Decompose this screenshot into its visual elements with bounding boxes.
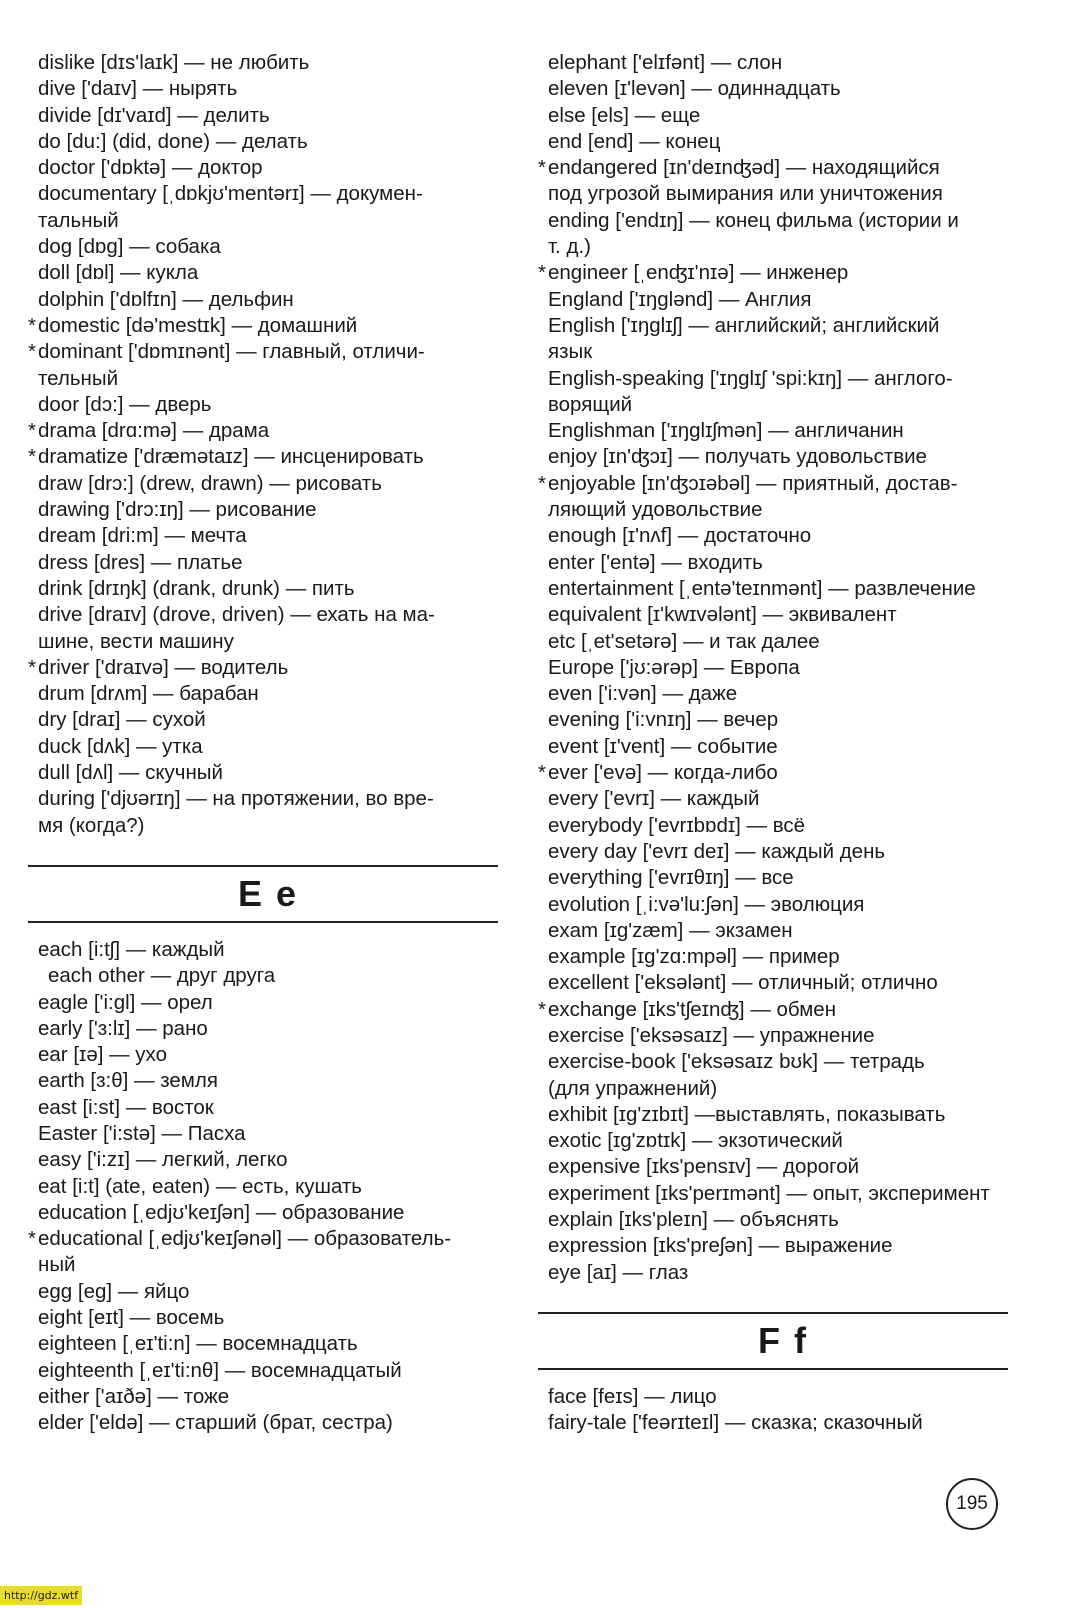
dictionary-entry: [538, 629, 1008, 655]
dictionary-entry: [538, 129, 1008, 155]
entry-text: early ['ɜ:lɪ] — рано: [38, 1016, 208, 1040]
dictionary-entry: [538, 1154, 1008, 1180]
asterisk-marker: *: [538, 471, 546, 495]
dictionary-entry: [28, 497, 498, 523]
dictionary-entry: [538, 970, 1008, 996]
dictionary-entry: [538, 366, 1008, 392]
dictionary-entry: [28, 339, 498, 365]
entry-continuation: [538, 339, 1008, 365]
entry-text: expensive [ɪks'pensɪv] — дорогой: [548, 1155, 860, 1179]
entry-text: east [i:st] — восток: [38, 1095, 214, 1119]
entry-text: мя (когда?): [38, 813, 145, 837]
dictionary-entry: [28, 392, 498, 418]
entry-text: dog [dɒg] — собака: [38, 235, 221, 259]
dictionary-entry: [538, 734, 1008, 760]
entry-text: divide [dɪ'vaɪd] — делить: [38, 103, 270, 127]
entry-continuation: [538, 234, 1008, 260]
dictionary-entry: [28, 50, 498, 76]
asterisk-marker: *: [538, 761, 546, 785]
entry-continuation: [538, 1076, 1008, 1102]
dictionary-entry: [538, 471, 1008, 497]
entry-text: eight [eɪt] — восемь: [38, 1306, 225, 1330]
dictionary-entry: [28, 1121, 498, 1147]
entry-text: face [feɪs] — лицо: [548, 1384, 717, 1408]
entry-text: drum [drʌm] — барабан: [38, 682, 259, 706]
asterisk-marker: *: [538, 261, 546, 285]
entry-continuation: [28, 813, 498, 839]
entry-text: exercise ['eksəsaɪz] — упражнение: [548, 1023, 875, 1047]
entry-text: example [ɪg'zɑ:mpəl] — пример: [548, 945, 840, 969]
entry-text: шине, вести машину: [38, 629, 234, 653]
entry-text: Easter ['i:stə] — Пасха: [38, 1121, 246, 1145]
asterisk-marker: *: [538, 997, 546, 1021]
entry-text: ear [ɪə] — ухо: [38, 1043, 167, 1067]
dictionary-entry: [538, 918, 1008, 944]
entry-continuation: [538, 392, 1008, 418]
entry-text: drive [draɪv] (drove, driven) — ехать на ма-: [38, 603, 435, 627]
entry-text: dolphin ['dɒlfɪn] — дельфин: [38, 287, 294, 311]
entry-continuation: [538, 497, 1008, 523]
entry-text: each other — друг друга: [48, 964, 276, 988]
entry-text: expression [ɪks'preʃən] — выражение: [548, 1234, 893, 1258]
entry-text: England ['ɪŋglənd] — Англия: [548, 287, 812, 311]
dictionary-entry: [538, 997, 1008, 1023]
entry-text: even ['i:vən] — даже: [548, 682, 738, 706]
dictionary-entry: [538, 865, 1008, 891]
dictionary-entry: [538, 813, 1008, 839]
dictionary-entry: [28, 786, 498, 812]
dictionary-entry: [28, 1279, 498, 1305]
asterisk-marker: *: [538, 156, 546, 180]
dictionary-entry: [28, 1095, 498, 1121]
asterisk-marker: *: [28, 445, 36, 469]
entry-text: every ['evrɪ] — каждый: [548, 787, 760, 811]
asterisk-marker: *: [28, 655, 36, 679]
dictionary-entry: [538, 892, 1008, 918]
entry-text: eye [aɪ] — глаз: [548, 1260, 689, 1284]
dictionary-entry: [538, 576, 1008, 602]
entry-text: endangered [ɪn'deɪnʤəd] — находящийся: [548, 156, 940, 180]
entry-text: под угрозой вымирания или уничтожения: [548, 182, 943, 206]
entry-text: duck [dʌk] — утка: [38, 734, 203, 758]
entry-text: everything ['evrɪθɪŋ] — все: [548, 866, 794, 890]
letter-section-header: [28, 865, 498, 923]
dictionary-entry: [28, 1042, 498, 1068]
entry-text: ный: [38, 1253, 76, 1277]
dictionary-entry: [28, 129, 498, 155]
dictionary-entry: [28, 471, 498, 497]
left-column: [28, 50, 498, 1437]
dictionary-entry: [28, 1331, 498, 1357]
dictionary-entry: [538, 1023, 1008, 1049]
dictionary-entry: [28, 1200, 498, 1226]
dictionary-entry: [28, 1384, 498, 1410]
dictionary-entry: [28, 1016, 498, 1042]
entry-text: event [ɪ'vent] — событие: [548, 734, 778, 758]
watermark-link[interactable]: http://gdz.wtf: [0, 1586, 82, 1605]
section-gap: [28, 839, 498, 865]
entry-continuation: [28, 1252, 498, 1278]
entry-text: domestic [də'mestɪk] — домашний: [38, 313, 358, 337]
entry-text: ворящий: [548, 392, 633, 416]
entry-continuation: [28, 208, 498, 234]
dictionary-entry: [28, 234, 498, 260]
dictionary-entry: [28, 1358, 498, 1384]
dictionary-entry: [28, 576, 498, 602]
dictionary-entry: [538, 313, 1008, 339]
entry-text: тальный: [38, 208, 119, 232]
entry-text: doll [dɒl] — кукла: [38, 261, 199, 285]
entry-text: draw [drɔ:] (drew, drawn) — рисовать: [38, 471, 382, 495]
entry-text: fairy-tale ['feərɪteɪl] — сказка; сказочный: [548, 1411, 923, 1435]
dictionary-entry: [538, 839, 1008, 865]
dictionary-entry: [28, 313, 498, 339]
dictionary-entry: [538, 1410, 1008, 1436]
entry-text: dominant ['dɒmɪnənt] — главный, отличи-: [38, 340, 425, 364]
entry-text: eighteenth [ˌeɪ'ti:nθ] — восемнадцатый: [38, 1358, 402, 1382]
entry-text: exchange [ɪks'tʃeɪnʤ] — обмен: [548, 997, 837, 1021]
entry-text: dramatize ['dræmətaɪz] — инсценировать: [38, 445, 424, 469]
dictionary-entry: [538, 944, 1008, 970]
entry-text: eat [i:t] (ate, eaten) — есть, кушать: [38, 1174, 362, 1198]
entry-text: else [els] — еще: [548, 103, 701, 127]
entry-text: doctor ['dɒktə] — доктор: [38, 156, 263, 180]
dictionary-entry: [28, 550, 498, 576]
entry-text: ever ['evə] — когда-либо: [548, 761, 778, 785]
dictionary-entry: [28, 760, 498, 786]
entry-text: English ['ɪŋglɪʃ] — английский; английский: [548, 313, 940, 337]
entry-text: either ['aɪðə] — тоже: [38, 1384, 230, 1408]
entry-text: dive ['daɪv] — нырять: [38, 77, 238, 101]
dictionary-entry: [538, 1102, 1008, 1128]
entry-text: eleven [ɪ'levən] — одиннадцать: [548, 77, 841, 101]
entry-text: English-speaking ['ɪŋglɪʃ 'spi:kɪŋ] — англого-: [548, 366, 953, 390]
entry-text: explain [ɪks'pleɪn] — объяснять: [548, 1208, 839, 1232]
entry-text: everybody ['evrɪbɒdɪ] — всё: [548, 813, 806, 837]
letter-heading: F f: [758, 1319, 808, 1361]
dictionary-entry: [538, 1260, 1008, 1286]
entry-text: evolution [ˌi:və'lu:ʃən] — эволюция: [548, 892, 865, 916]
asterisk-marker: *: [28, 419, 36, 443]
dictionary-entry: [28, 103, 498, 129]
entry-text: exam [ɪg'zæm] — экзамен: [548, 918, 793, 942]
entry-text: enter ['entə] — входить: [548, 550, 763, 574]
entry-text: dry [draɪ] — сухой: [38, 708, 206, 732]
dictionary-entry: [538, 655, 1008, 681]
entry-text: egg [eg] — яйцо: [38, 1279, 190, 1303]
entry-text: excellent ['eksələnt] — отличный; отлично: [548, 971, 938, 995]
entry-text: entertainment [ˌentə'teɪnmənt] — развлечение: [548, 576, 976, 600]
dictionary-entry: [538, 707, 1008, 733]
entry-text: end [end] — конец: [548, 129, 721, 153]
entry-text: evening ['i:vnɪŋ] — вечер: [548, 708, 779, 732]
entry-text: during ['djʊərɪŋ] — на протяжении, во вре-: [38, 787, 434, 811]
entry-continuation: [538, 181, 1008, 207]
entry-text: exotic [ɪg'zɒtɪk] — экзотический: [548, 1129, 843, 1153]
dictionary-entry: [28, 602, 498, 628]
entry-text: exercise-book ['eksəsaɪz bʊk] — тетрадь: [548, 1050, 925, 1074]
page-number: 195: [946, 1478, 998, 1530]
dictionary-entry: [538, 602, 1008, 628]
entry-text: enjoyable [ɪn'ʤɔɪəbəl] — приятный, достав-: [548, 471, 958, 495]
entry-continuation: [28, 629, 498, 655]
entry-text: equivalent [ɪ'kwɪvələnt] — эквивалент: [548, 603, 897, 627]
dictionary-entry: [28, 523, 498, 549]
entry-text: earth [ɜ:θ] — земля: [38, 1069, 218, 1093]
dictionary-entry: [538, 1181, 1008, 1207]
dictionary-entry: [538, 287, 1008, 313]
entry-text: every day ['evrɪ deɪ] — каждый день: [548, 839, 886, 863]
dictionary-entry: [28, 1305, 498, 1331]
entry-text: Englishman ['ɪŋglɪʃmən] — англичанин: [548, 419, 904, 443]
entry-text: each [i:tʃ] — каждый: [38, 937, 225, 961]
dictionary-entry: [538, 1233, 1008, 1259]
entry-text: drawing ['drɔ:ɪŋ] — рисование: [38, 498, 317, 522]
dictionary-entry: [538, 1049, 1008, 1075]
entry-text: dream [dri:m] — мечта: [38, 524, 247, 548]
dictionary-entry: [538, 1128, 1008, 1154]
entry-text: т. д.): [548, 235, 591, 259]
dictionary-entry: [538, 550, 1008, 576]
dictionary-entry: [538, 681, 1008, 707]
entry-text: elder ['eldə] — старший (брат, сестра): [38, 1411, 393, 1435]
dictionary-entry: [28, 707, 498, 733]
dictionary-entry: [538, 760, 1008, 786]
entry-text: driver ['draɪvə] — водитель: [38, 655, 289, 679]
dictionary-entry: [28, 734, 498, 760]
entry-text: dull [dʌl] — скучный: [38, 761, 223, 785]
dictionary-entry: [28, 1226, 498, 1252]
dictionary-entry: [28, 76, 498, 102]
dictionary-entry: [538, 786, 1008, 812]
entry-text: тельный: [38, 366, 119, 390]
dictionary-entry: [28, 1174, 498, 1200]
entry-text: door [dɔ:] — дверь: [38, 392, 212, 416]
entry-text: eagle ['i:gl] — орел: [38, 990, 213, 1014]
entry-text: elephant ['elɪfənt] — слон: [548, 51, 783, 74]
dictionary-entry: [538, 523, 1008, 549]
dictionary-entry: [28, 1410, 498, 1436]
entry-text: education [ˌedjʊ'keɪʃən] — образование: [38, 1200, 405, 1224]
entry-text: enjoy [ɪn'ʤɔɪ] — получать удовольствие: [548, 445, 927, 469]
dictionary-entry: [28, 681, 498, 707]
asterisk-marker: *: [28, 340, 36, 364]
entry-text: ending ['endɪŋ] — конец фильма (истории и: [548, 208, 959, 232]
dictionary-entry: [28, 181, 498, 207]
entry-text: drama [drɑ:mə] — драма: [38, 419, 270, 443]
entry-text: educational [ˌedjʊ'keɪʃənəl] — образователь-: [38, 1227, 452, 1251]
dictionary-entry: [538, 155, 1008, 181]
entry-text: enough [ɪ'nʌf] — достаточно: [548, 524, 812, 548]
entry-text: (для упражнений): [548, 1076, 718, 1100]
entry-text: drink [drɪŋk] (drank, drunk) — пить: [38, 576, 355, 600]
entry-text: documentary [ˌdɒkjʊ'mentərɪ] — докумен-: [38, 182, 423, 206]
section-gap: [538, 1286, 1008, 1312]
entry-text: eighteen [ˌeɪ'ti:n] — восемнадцать: [38, 1332, 358, 1356]
dictionary-entry: [28, 1068, 498, 1094]
entry-text: easy ['i:zɪ] — легкий, легко: [38, 1148, 288, 1172]
dictionary-entry: [28, 990, 498, 1016]
dictionary-entry: [28, 655, 498, 681]
dictionary-entry: [28, 260, 498, 286]
dictionary-entry: [538, 1384, 1008, 1410]
entry-text: язык: [548, 340, 593, 364]
dictionary-entry: [538, 103, 1008, 129]
dictionary-entry: [538, 1207, 1008, 1233]
dictionary-entry: [28, 444, 498, 470]
dictionary-entry: [28, 963, 498, 989]
entry-text: ляющий удовольствие: [548, 498, 763, 522]
entry-text: engineer [ˌenʤɪ'nɪə] — инженер: [548, 261, 849, 285]
dictionary-entry: [538, 208, 1008, 234]
dictionary-entry: [28, 937, 498, 963]
entry-text: Europe ['jʊ:ərəp] — Европа: [548, 655, 800, 679]
asterisk-marker: *: [28, 1227, 36, 1251]
dictionary-entry: [538, 260, 1008, 286]
right-column: [538, 50, 1008, 1437]
entry-continuation: [28, 366, 498, 392]
dictionary-entry: [538, 50, 1008, 76]
letter-section-header: [538, 1312, 1008, 1370]
dictionary-entry: [538, 444, 1008, 470]
dictionary-entry: [28, 418, 498, 444]
dictionary-entry: [538, 418, 1008, 444]
dictionary-entry: [28, 155, 498, 181]
entry-text: experiment [ɪks'perɪmənt] — опыт, эксперимент: [548, 1181, 990, 1205]
dictionary-entry: [28, 287, 498, 313]
dictionary-entry: [28, 1147, 498, 1173]
entry-text: do [du:] (did, done) — делать: [38, 129, 308, 153]
letter-heading: E e: [237, 872, 298, 914]
entry-text: dislike [dɪs'laɪk] — не любить: [38, 51, 310, 74]
entry-text: dress [dres] — платье: [38, 550, 243, 574]
dictionary-entry: [538, 76, 1008, 102]
asterisk-marker: *: [28, 313, 36, 337]
entry-text: etc [ˌet'setərə] — и так далее: [548, 629, 820, 653]
entry-text: exhibit [ɪg'zɪbɪt] —выставлять, показывать: [548, 1102, 946, 1126]
